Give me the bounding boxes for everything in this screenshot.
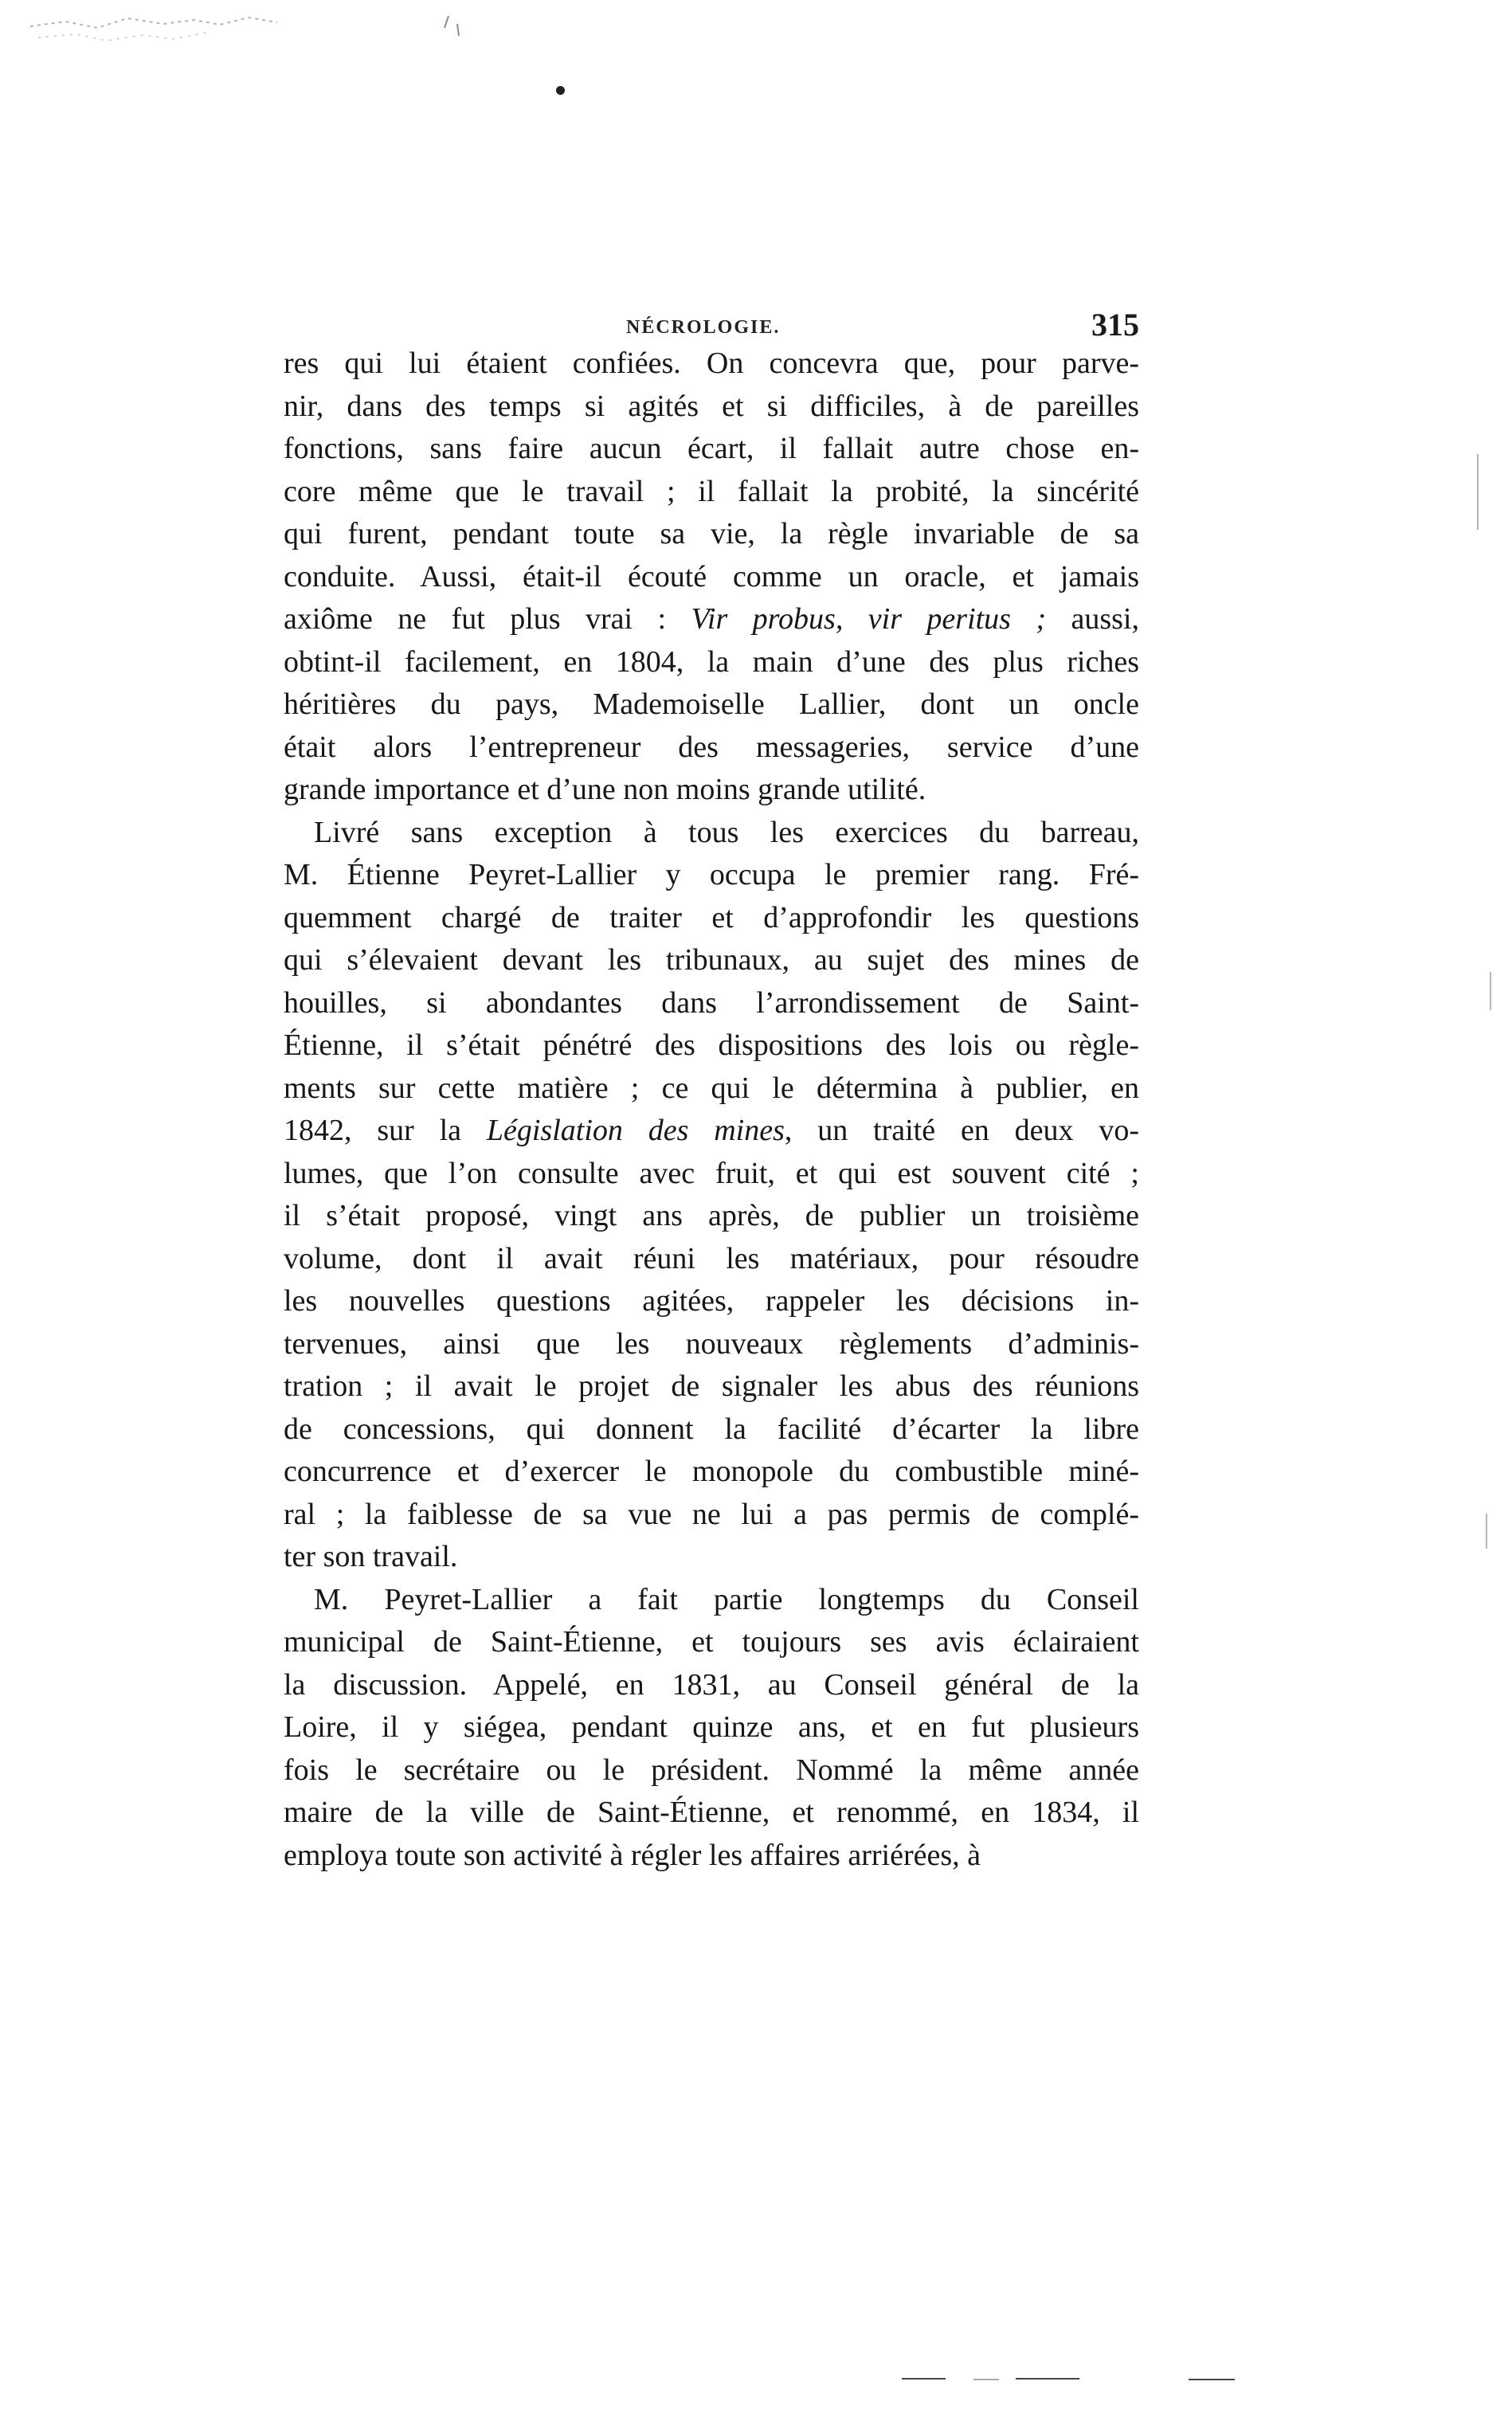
scan-footer-line xyxy=(902,2378,946,2380)
text-line: qui furent, pendant toute sa vie, la règle invariable de sa xyxy=(284,517,1139,550)
text-line: concurrence et d’exercer le monopole du combustible miné- xyxy=(284,1455,1139,1488)
scan-speckle-marks xyxy=(24,4,470,52)
text-line: tration ; il avait le projet de signaler les abus des réunions xyxy=(284,1369,1139,1403)
text-line: maire de la ville de Saint-Étienne, et renommé, en 1834, il xyxy=(284,1796,1139,1829)
page-number: 315 xyxy=(1091,307,1139,343)
text-line: fonctions, sans faire aucun écart, il fallait autre chose en- xyxy=(284,432,1139,465)
text-line: ter son travail. xyxy=(284,1540,458,1573)
text-line: nir, dans des temps si agités et si difficiles, à de pareilles xyxy=(284,389,1139,423)
text-line: la discussion. Appelé, en 1831, au Conseil général de la xyxy=(284,1667,1139,1702)
paragraph-p3 xyxy=(284,1579,1139,1878)
text-line: volume, dont il avait réuni les matériaux, pour résoudre xyxy=(284,1241,1139,1275)
text-line: municipal de Saint-Étienne, et toujours ses avis éclairaient xyxy=(284,1625,1139,1659)
article-body xyxy=(284,343,1139,1877)
text-line: il s’était proposé, vingt ans après, de publier un troisième xyxy=(284,1199,1139,1232)
scan-edge-mark xyxy=(1486,1514,1487,1549)
text-line: Livré sans exception à tous les exercices du barreau, xyxy=(314,815,1139,849)
text-line: était alors l’entrepreneur des messageries, service d’une xyxy=(284,730,1139,764)
scan-edge-mark xyxy=(1477,454,1479,530)
text-line: fois le secrétaire ou le président. Nommé la même année xyxy=(284,1753,1139,1787)
text-line: de concessions, qui donnent la facilité d’écarter la libre xyxy=(284,1412,1139,1446)
paragraph-p1 xyxy=(284,343,1139,812)
text-line: ral ; la faiblesse de sa vue ne lui a pas permis de complé- xyxy=(284,1497,1139,1531)
text-line: M. Peyret-Lallier a fait partie longtemps du Conseil xyxy=(314,1582,1139,1616)
text-line: héritières du pays, Mademoiselle Lallier, dont un oncle xyxy=(284,687,1139,721)
text-line: lumes, que l’on consulte avec fruit, et qui est souvent cité ; xyxy=(284,1156,1139,1190)
text-line: 1842, sur la Législation des mines, un traité en deux vo- xyxy=(284,1114,1139,1147)
paragraph-p2 xyxy=(284,812,1139,1579)
scan-footer-line xyxy=(1189,2379,1235,2380)
text-line: conduite. Aussi, était-il écouté comme un oracle, et jamais xyxy=(284,559,1139,593)
text-line: les nouvelles questions agitées, rappeler les décisions in- xyxy=(284,1284,1139,1318)
text-line: Étienne, il s’était pénétré des dispositions des lois ou règle- xyxy=(284,1028,1139,1062)
text-line: Loire, il y siégea, pendant quinze ans, et en fut plusieurs xyxy=(284,1710,1139,1744)
scan-footer-line xyxy=(973,2379,999,2380)
text-line: ments sur cette matière ; ce qui le détermina à publier, en xyxy=(284,1071,1139,1105)
scan-edge-mark xyxy=(1490,972,1491,1010)
italic-title: Législation des mines xyxy=(486,1114,785,1147)
text-line: grande importance et d’une non moins grande utilité. xyxy=(284,773,926,806)
text-line: axiôme ne fut plus vrai : Vir probus, vir peritus ; aussi, xyxy=(284,602,1139,636)
text-line: tervenues, ainsi que les nouveaux règlements d’adminis- xyxy=(284,1326,1139,1361)
text-line: quemment chargé de traiter et d’approfondir les questions xyxy=(284,900,1139,934)
text-line: res qui lui étaient confiées. On concevra que, pour parve- xyxy=(284,347,1139,380)
scan-footer-line xyxy=(1016,2378,1079,2380)
text-line: core même que le travail ; il fallait la probité, la sincérité xyxy=(284,474,1139,508)
text-line: qui s’élevaient devant les tribunaux, au sujet des mines de xyxy=(284,943,1139,977)
running-head-title: NÉCROLOGIE. xyxy=(626,317,781,338)
text-line: obtint-il facilement, en 1804, la main d’une des plus riches xyxy=(284,644,1139,679)
print-dot xyxy=(556,86,565,95)
text-line: M. Étienne Peyret-Lallier y occupa le premier rang. Fré- xyxy=(284,858,1139,891)
text-line: houilles, si abondantes dans l’arrondissement de Saint- xyxy=(284,985,1139,1020)
text-line: employa toute son activité à régler les affaires arriérées, à xyxy=(284,1838,981,1872)
italic-title: Vir probus, vir peritus ; xyxy=(691,602,1047,636)
